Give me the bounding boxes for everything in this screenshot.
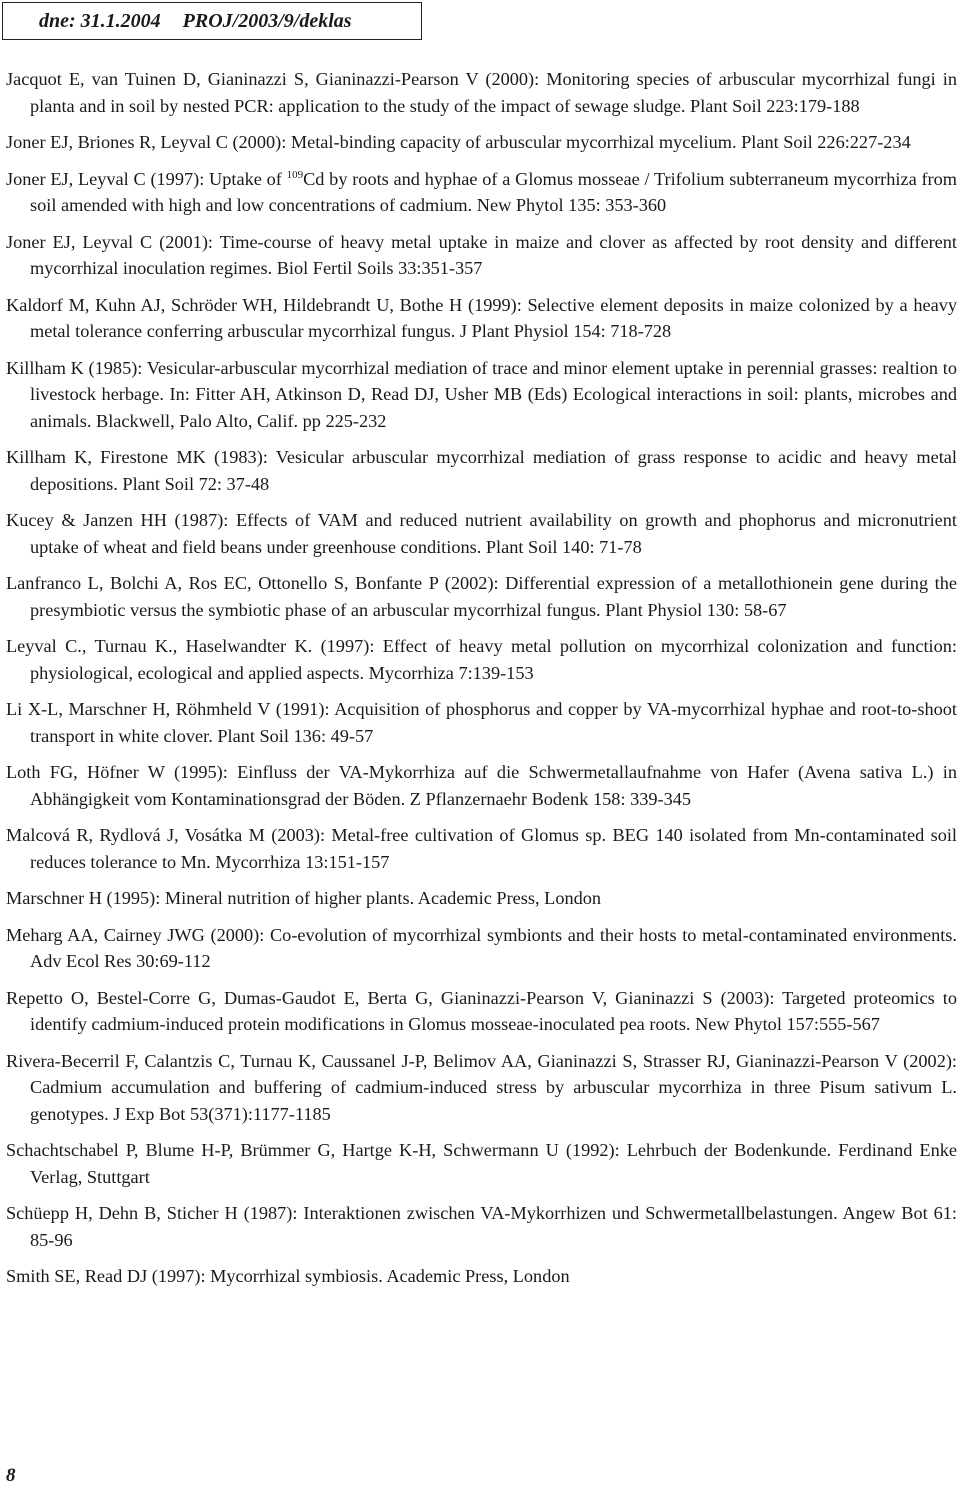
reference-item: Schachtschabel P, Blume H-P, Brümmer G, Hartge K-H, Schwermann U (1992): Lehrbuch der Bodenkunde. Ferdinand Enke Verlag, Stuttgart (6, 1140, 957, 1187)
header-date: dne: 31.1.2004 (39, 9, 161, 32)
header-project-code: PROJ/2003/9/deklas (182, 9, 352, 32)
reference-item: Meharg AA, Cairney JWG (2000): Co-evolution of mycorrhizal symbionts and their hosts to metal-contaminated environments. Adv Ecol Res 30:69-112 (6, 924, 957, 971)
reference-item: Schüepp H, Dehn B, Sticher H (1987): Interaktionen zwischen VA-Mykorrhizen und Schwermetallbelastungen. Angew Bot 61: 85-96 (6, 1203, 957, 1250)
reference-text: Cd by roots and hyphae of a Glomus mosseae / Trifolium subterraneum mycorrhiza from soil amended with high and low concentrations of cadmium. New Phytol 135: 353-360 (30, 168, 957, 215)
reference-item: Killham K, Firestone MK (1983): Vesicular arbuscular mycorrhizal mediation of grass response to acidic and heavy metal depositions. Plant Soil 72: 37-48 (6, 447, 957, 494)
reference-item: Loth FG, Höfner W (1995): Einfluss der VA-Mykorrhiza auf die Schwermetallaufnahme von Hafer (Avena sativa L.) in Abhängigkeit vom Kontaminationsgrad der Böden. Z Pflanzernaehr Bodenk 158: 339-345 (6, 762, 957, 809)
reference-item: Kaldorf M, Kuhn AJ, Schröder WH, Hildebrandt U, Bothe H (1999): Selective element deposits in maize colonized by a heavy metal tolerance conferring arbuscular mycorrhizal fungus. J Plant Physiol 154: 718-728 (6, 294, 957, 341)
reference-item: Jacquot E, van Tuinen D, Gianinazzi S, Gianinazzi-Pearson V (2000): Monitoring species of arbuscular mycorrhizal fungi in planta and in soil by nested PCR: application to the study of the impact of sewage sludge. Plant Soil 223:179-188 (6, 69, 957, 116)
reference-item: Marschner H (1995): Mineral nutrition of higher plants. Academic Press, London (6, 888, 602, 908)
reference-text: Joner EJ, Leyval C (1997): Uptake of (6, 168, 287, 189)
reference-item: Lanfranco L, Bolchi A, Ros EC, Ottonello S, Bonfante P (2002): Differential expression of a metallothionein gene during the presymbiotic versus the symbiotic phase of an arbuscular mycorrhizal fungus. Plant Physiol 130: 58-67 (6, 573, 957, 620)
reference-item: Repetto O, Bestel-Corre G, Dumas-Gaudot E, Berta G, Gianinazzi-Pearson V, Gianinazzi S (2003): Targeted proteomics to identify cadmium-induced protein modifications in Glomus mosseae-inoculated pea roots. New Phytol 157:555-567 (6, 987, 957, 1034)
page-number: 8 (6, 1465, 16, 1486)
reference-item (6, 166, 957, 219)
document-header (2, 2, 422, 40)
reference-item: Smith SE, Read DJ (1997): Mycorrhizal symbiosis. Academic Press, London (6, 1266, 570, 1286)
reference-item: Rivera-Becerril F, Calantzis C, Turnau K, Caussanel J-P, Belimov AA, Gianinazzi S, Strasser RJ, Gianinazzi-Pearson V (2002): Cadmium accumulation and buffering of cadmium-induced stress by arbuscular mycorrhiza in three Pisum sativum L. genotypes. J Exp Bot 53(371):1177-1185 (6, 1050, 957, 1124)
reference-item: Malcová R, Rydlová J, Vosátka M (2003): Metal-free cultivation of Glomus sp. BEG 140 isolated from Mn-contaminated soil reduces tolerance to Mn. Mycorrhiza 13:151-157 (6, 825, 957, 872)
reference-item: Joner EJ, Leyval C (2001): Time-course of heavy metal uptake in maize and clover as affected by root density and different mycorrhizal inoculation regimes. Biol Fertil Soils 33:351-357 (6, 231, 957, 278)
reference-list (6, 66, 957, 1300)
isotope-superscript: 109 (286, 168, 304, 181)
reference-item: Li X-L, Marschner H, Röhmheld V (1991): Acquisition of phosphorus and copper by VA-mycorrhizal hyphae and root-to-shoot transport in white clover. Plant Soil 136: 49-57 (6, 699, 957, 746)
reference-item: Joner EJ, Briones R, Leyval C (2000): Metal-binding capacity of arbuscular mycorrhizal mycelium. Plant Soil 226:227-234 (6, 132, 911, 152)
reference-item: Killham K (1985): Vesicular-arbuscular mycorrhizal mediation of trace and minor element uptake in perennial grasses: realtion to livestock herbage. In: Fitter AH, Atkinson D, Read DJ, Usher MB (Eds) Ecological interactions in soil: plants, microbes and animals. Blackwell, Palo Alto, Calif. pp 225-232 (6, 357, 957, 431)
reference-item: Leyval C., Turnau K., Haselwandter K. (1997): Effect of heavy metal pollution on mycorrhizal colonization and function: physiological, ecological and applied aspects. Mycorrhiza 7:139-153 (6, 636, 957, 683)
reference-item: Kucey & Janzen HH (1987): Effects of VAM and reduced nutrient availability on growth and phophorus and micronutrient uptake of wheat and field beans under greenhouse conditions. Plant Soil 140: 71-78 (6, 510, 957, 557)
